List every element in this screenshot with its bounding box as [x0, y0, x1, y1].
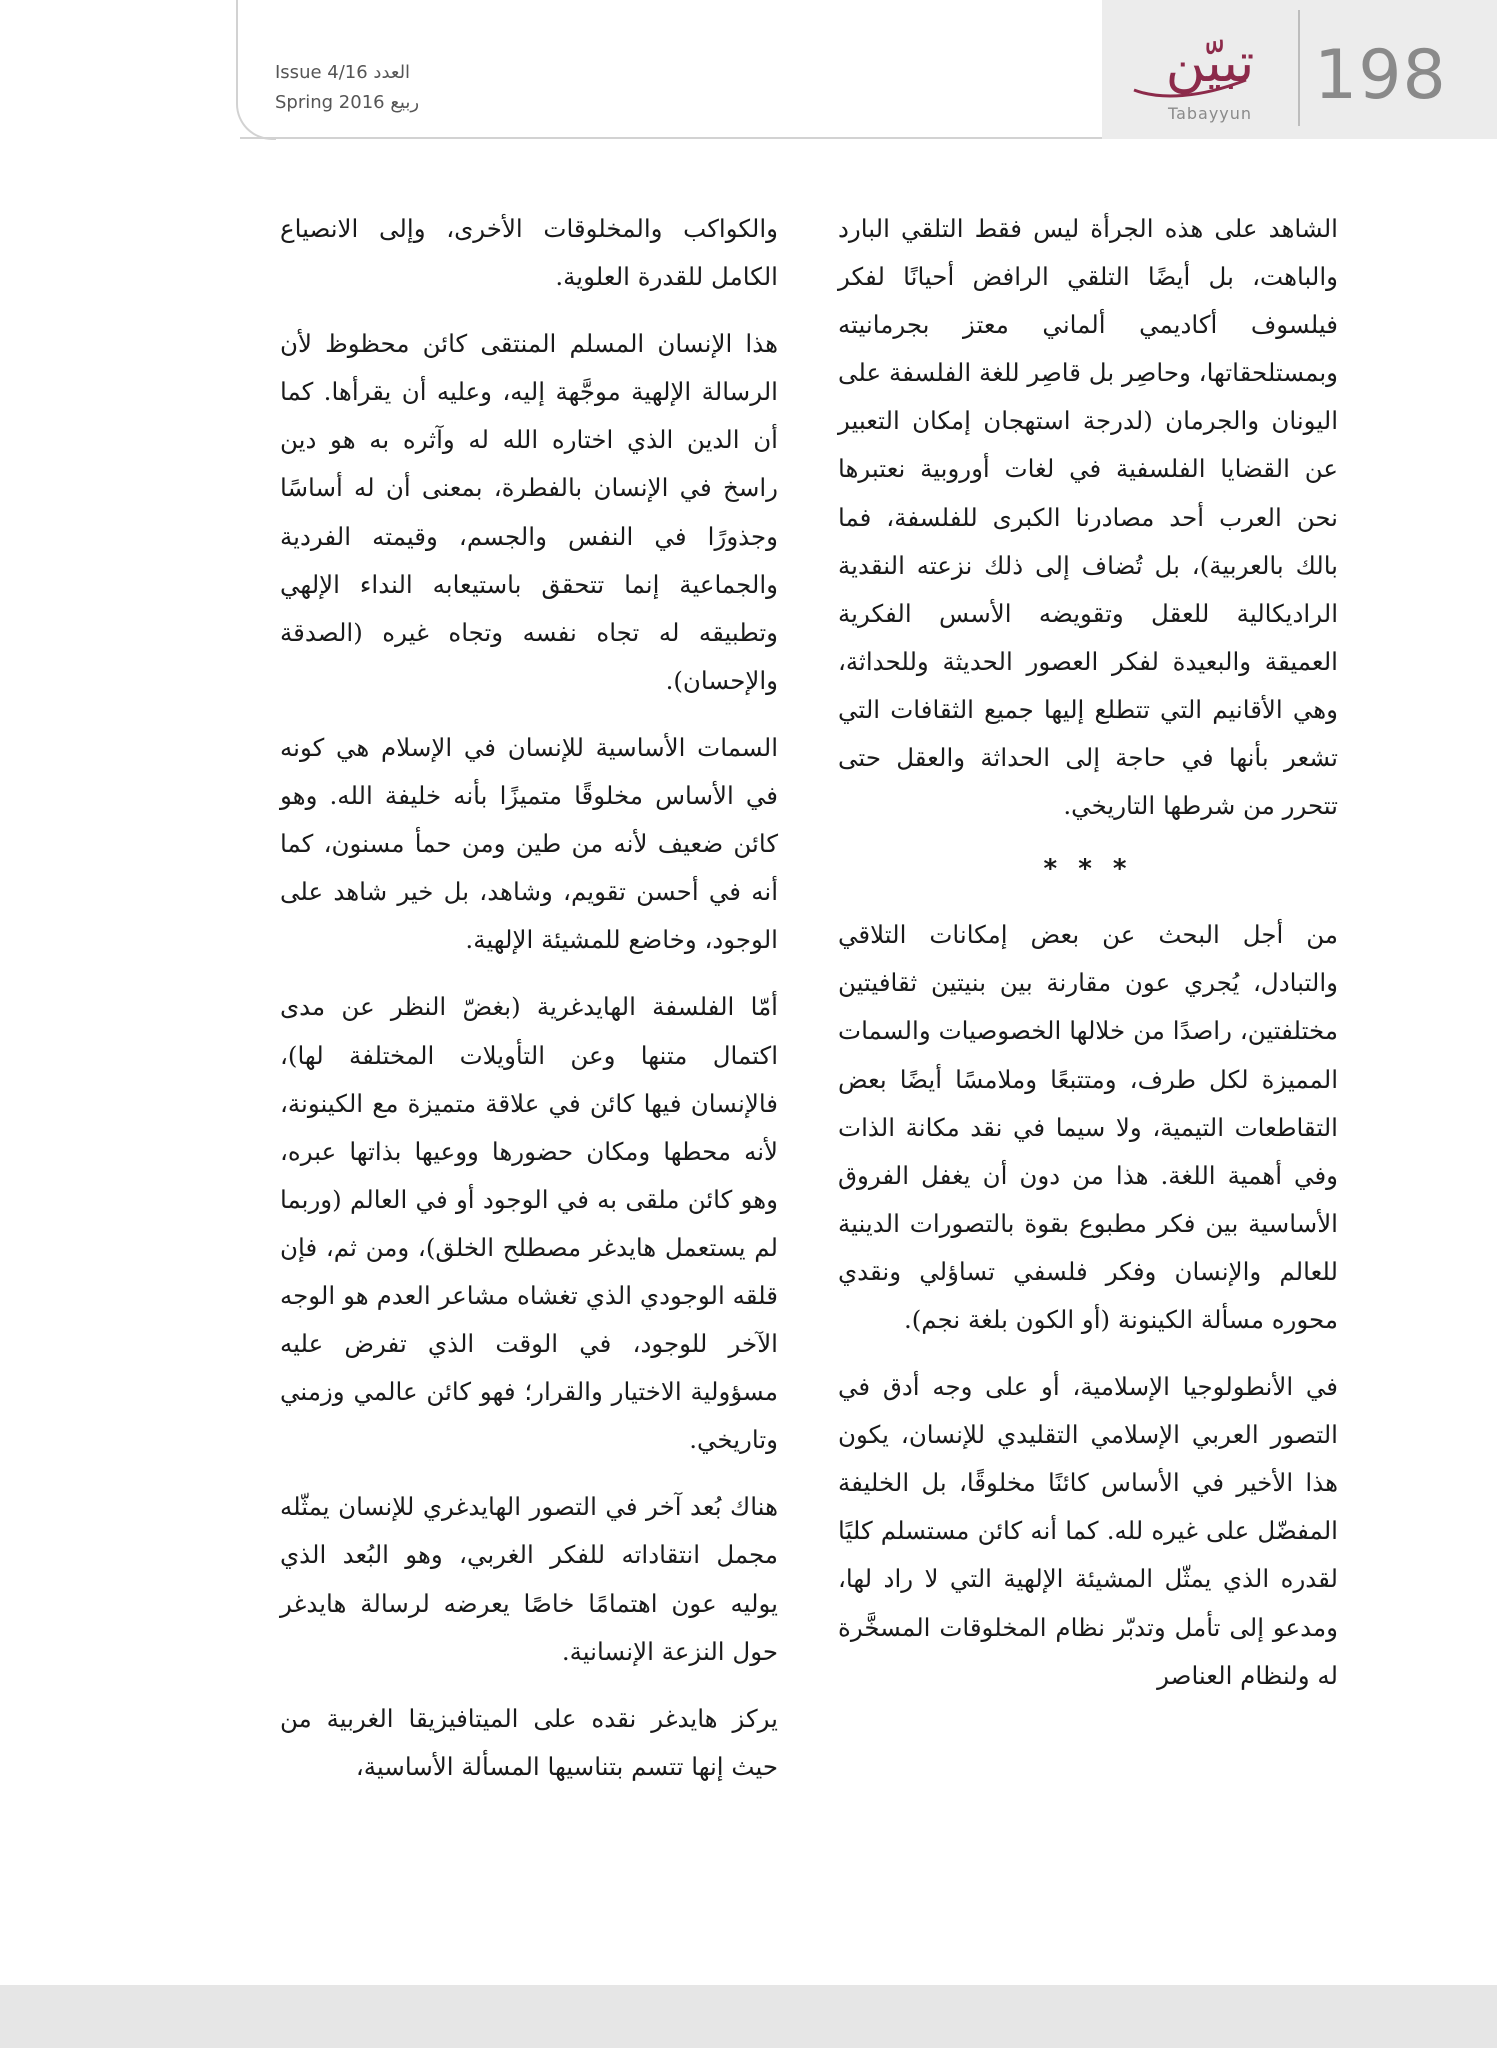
paragraph: الشاهد على هذه الجرأة ليس فقط التلقي البارد والباهت، بل أيضًا التلقي الرافض أحيانًا لفكر فيلسوف أكاديمي ألماني معتز بجرمانيته وبمستلحقاتها، وحاصِر بل قاصِر للغة الفلسفة على اليونان والجرمان (لدرجة استهجان إمكان التعبير عن القضايا الفلسفية في لغات أوروبية نعتبرها نحن العرب أحد مصادرنا الكبرى للفلسفة، فما بالك بالعربية)، بل تُضاف إلى ذلك نزعته النقدية الراديكالية للعقل وتقويضه الأسس الفكرية العميقة والبعيدة لفكر العصور الحديثة وللحداثة، وهي الأقانيم التي تتطلع إليها جميع الثقافات التي تشعر بأنها في حاجة إلى الحداثة والعقل حتى تتحرر من شرطها التاريخي.	[838, 214, 1338, 821]
section-separator: * * *	[1043, 854, 1133, 885]
footer-band	[0, 1985, 1497, 2048]
right-column	[838, 205, 1338, 1719]
paragraph: السمات الأساسية للإنسان في الإسلام هي كونه في الأساس مخلوقًا متميزًا بأنه خليفة الله. وهو كائن ضعيف لأنه من طين ومن حمأ مسنون، كما أنه في أحسن تقويم، وشاهد، بل خير شاهد على الوجود، وخاضع للمشيئة الإلهية.	[280, 732, 778, 955]
header-curve	[236, 0, 276, 140]
journal-logo-english: Tabayyun	[1167, 104, 1253, 123]
paragraph: أمّا الفلسفة الهايدغرية (بغضّ النظر عن مدى اكتمال متنها وعن التأويلات المختلفة لها)، فالإنسان فيها كائن في علاقة متميزة مع الكينونة، لأنه محطها ومكان حضورها ووعيها بذاتها عبره، وهو كائن ملقى به في الوجود أو في العالم (وربما لم يستعمل هايدغر مصطلح الخلق)، ومن ثم، فإن قلقه الوجودي الذي تغشاه مشاعر العدم هو الوجه الآخر للوجود، في الوقت الذي تفرض عليه مسؤولية الاختيار والقرار؛ فهو كائن عالمي وزمني وتاريخي.	[280, 992, 778, 1455]
paragraph: يركز هايدغر نقده على الميتافيزيقا الغربية من حيث إنها تتسم بتناسيها المسألة الأساسية،	[280, 1703, 778, 1781]
header-divider	[1298, 10, 1300, 126]
left-column	[280, 205, 778, 1810]
paragraph: في الأنطولوجيا الإسلامية، أو على وجه أدق في التصور العربي الإسلامي التقليدي للإنسان، يكون هذا الأخير في الأساس كائنًا مخلوقًا، بل الخليفة المفضّل على غيره لله. كما أنه كائن مستسلم كليًا لقدره الذي يمثّل المشيئة الإلهية التي لا راد لها، ومدعو إلى تأمل وتدبّر نظام المخلوقات المسخَّرة له ولنظام العناصر	[838, 1372, 1338, 1690]
issue-number: Issue 4/16 العدد	[275, 62, 411, 83]
paragraph: هذا الإنسان المسلم المنتقى كائن محظوظ لأن الرسالة الإلهية موجَّهة إليه، وعليه أن يقرأها. كما أن الدين الذي اختاره الله له وآثره به هو دين راسخ في الإنسان بالفطرة، بمعنى أن له أساسًا وجذورًا في النفس والجسم، وقيمته الفردية والجماعية إنما تتحقق باستيعابه النداء الإلهي وتطبيقه له تجاه نفسه وتجاه غيره (الصدقة والإحسان).	[280, 329, 778, 695]
paragraph: من أجل البحث عن بعض إمكانات التلاقي والتبادل، يُجري عون مقارنة بين بنيتين ثقافيتين مختلفتين، راصدًا من خلالها الخصوصيات والسمات المميزة لكل طرف، ومتتبعًا وملامسًا أيضًا بعض التقاطعات التيمية، ولا سيما في نقد مكانة الذات وفي أهمية اللغة. هذا من دون أن يغفل الفروق الأساسية بين فكر مطبوع بقوة بالتصورات الدينية للعالم والإنسان وفكر فلسفي تساؤلي ونقدي محوره مسألة الكينونة (أو الكون بلغة نجم).	[838, 920, 1338, 1334]
issue-info	[275, 58, 475, 118]
paragraph: والكواكب والمخلوقات الأخرى، وإلى الانصياع الكامل للقدرة العلوية.	[280, 214, 778, 292]
issue-season: Spring 2016 ربيع	[275, 92, 420, 113]
logo-swoosh-icon	[1130, 70, 1250, 100]
page-number: 198	[1314, 36, 1447, 115]
journal-logo-arabic: تبيّن	[1165, 31, 1255, 94]
paragraph: هناك بُعد آخر في التصور الهايدغري للإنسان يمثّله مجمل انتقاداته للفكر الغربي، وهو البُعد الذي يوليه عون اهتمامًا خاصًا يعرضه لرسالة هايدغر حول النزعة الإنسانية.	[280, 1492, 778, 1666]
